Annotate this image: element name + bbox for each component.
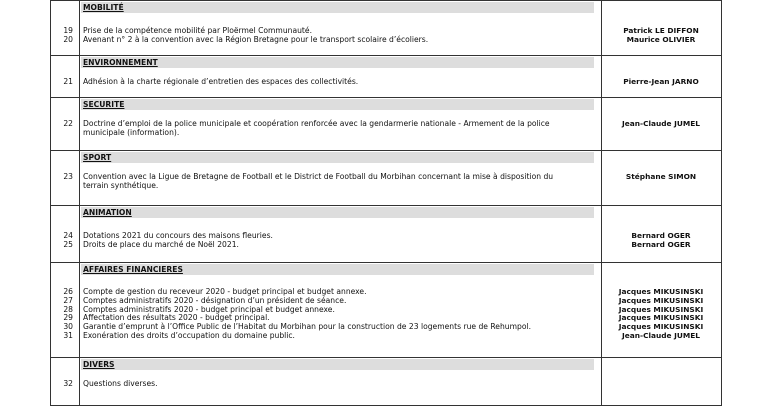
item-rapporteur: Patrick LE DIFFON (623, 26, 699, 35)
agenda-section (51, 262, 721, 357)
item-rapporteur: Stéphane SIMON (625, 172, 697, 181)
section-title: MOBILITÉ (83, 3, 124, 12)
section-header (81, 2, 594, 13)
item-text: Droits de place du marché de Noël 2021. (83, 239, 239, 249)
item-number: 26 (63, 287, 73, 296)
agenda-section (51, 0, 721, 55)
item-number: 19 (63, 26, 73, 35)
item-number: 31 (63, 330, 73, 340)
section-items (51, 120, 721, 138)
item-rapporteur: Jacques MIKUSINSKI (618, 287, 704, 296)
section-items (51, 78, 721, 87)
section-items (51, 380, 721, 389)
section-header (81, 207, 594, 218)
item-rapporteur: Pierre-Jean JARNO (623, 77, 699, 86)
item-text: Compte de gestion du receveur 2020 - budget principal et budget annexe. (83, 287, 367, 296)
item-text: Comptes administratifs 2020 - désignation d’un président de séance. (83, 295, 347, 305)
list-item (51, 36, 721, 45)
item-text: Questions diverses. (83, 379, 158, 388)
item-text: Prise de la compétence mobilité par Ploërmel Communauté. (83, 26, 312, 35)
agenda-section (51, 97, 721, 150)
item-text: Exonération des droits d’occupation du domaine public. (83, 330, 295, 340)
section-items (51, 232, 721, 250)
agenda-section (51, 357, 721, 405)
list-item (51, 241, 721, 250)
item-text: terrain synthétique. (83, 180, 159, 190)
item-rapporteur: Jacques MIKUSINSKI (618, 295, 704, 305)
item-text: Comptes administratifs 2020 - budget principal et budget annexe. (83, 304, 335, 314)
section-items (51, 288, 721, 341)
agenda-section (51, 150, 721, 205)
item-rapporteur: Jacques MIKUSINSKI (618, 322, 704, 332)
item-number: 28 (63, 304, 73, 314)
list-item (51, 78, 721, 87)
section-header (81, 264, 594, 275)
item-rapporteur: Jean-Claude JUMEL (621, 119, 701, 128)
item-text: Convention avec la Ligue de Bretagne de Football et le District de Football du Morbihan concernant la mise à disposition du (83, 172, 554, 181)
item-rapporteur: Jean-Claude JUMEL (621, 330, 701, 340)
list-item (51, 332, 721, 341)
section-title: AFFAIRES FINANCIERES (83, 265, 183, 274)
section-title: DIVERS (83, 360, 115, 369)
section-header (81, 359, 594, 370)
list-item (51, 182, 721, 191)
item-text: Dotations 2021 du concours des maisons fleuries. (83, 231, 273, 240)
item-text: Adhésion à la charte régionale d’entretien des espaces des collectivités. (83, 77, 359, 86)
item-text: Garantie d’emprunt à l’Office Public de l’Habitat du Morbihan pour la construction de 23 logements rue de Rehumpol. (83, 322, 531, 332)
section-header (81, 99, 594, 110)
item-rapporteur: Bernard OGER (631, 239, 691, 249)
item-text: Avenant n° 2 à la convention avec la Région Bretagne pour le transport scolaire d’écoliers. (83, 34, 429, 44)
agenda-section (51, 55, 721, 97)
item-text: Doctrine d’emploi de la police municipale et coopération renforcée avec la gendarmerie nationale - Armement de la police (83, 119, 550, 128)
section-items (51, 27, 721, 45)
item-rapporteur: Jacques MIKUSINSKI (618, 313, 704, 323)
item-rapporteur: Jacques MIKUSINSKI (618, 304, 704, 314)
section-title: SPORT (83, 153, 112, 162)
item-number: 21 (63, 77, 73, 86)
section-title: ENVIRONNEMENT (83, 58, 158, 67)
agenda-table (50, 0, 722, 406)
agenda-section (51, 205, 721, 262)
item-number: 32 (63, 379, 73, 388)
section-header (81, 57, 594, 68)
item-number: 23 (63, 172, 73, 181)
item-text: Affectation des résultats 2020 - budget principal. (83, 313, 270, 323)
item-rapporteur: Bernard OGER (631, 231, 691, 240)
item-number: 25 (63, 239, 73, 249)
item-number: 22 (63, 119, 73, 128)
section-title: ANIMATION (83, 208, 132, 217)
list-item (51, 380, 721, 389)
item-text: municipale (information). (83, 127, 180, 137)
item-rapporteur: Maurice OLIVIER (626, 34, 696, 44)
item-number: 29 (63, 313, 73, 323)
item-number: 24 (63, 231, 73, 240)
section-title: SECURITE (83, 100, 125, 109)
section-items (51, 173, 721, 191)
item-number: 27 (63, 295, 73, 305)
list-item (51, 129, 721, 138)
item-number: 20 (63, 34, 73, 44)
section-header (81, 152, 594, 163)
item-number: 30 (63, 322, 73, 332)
